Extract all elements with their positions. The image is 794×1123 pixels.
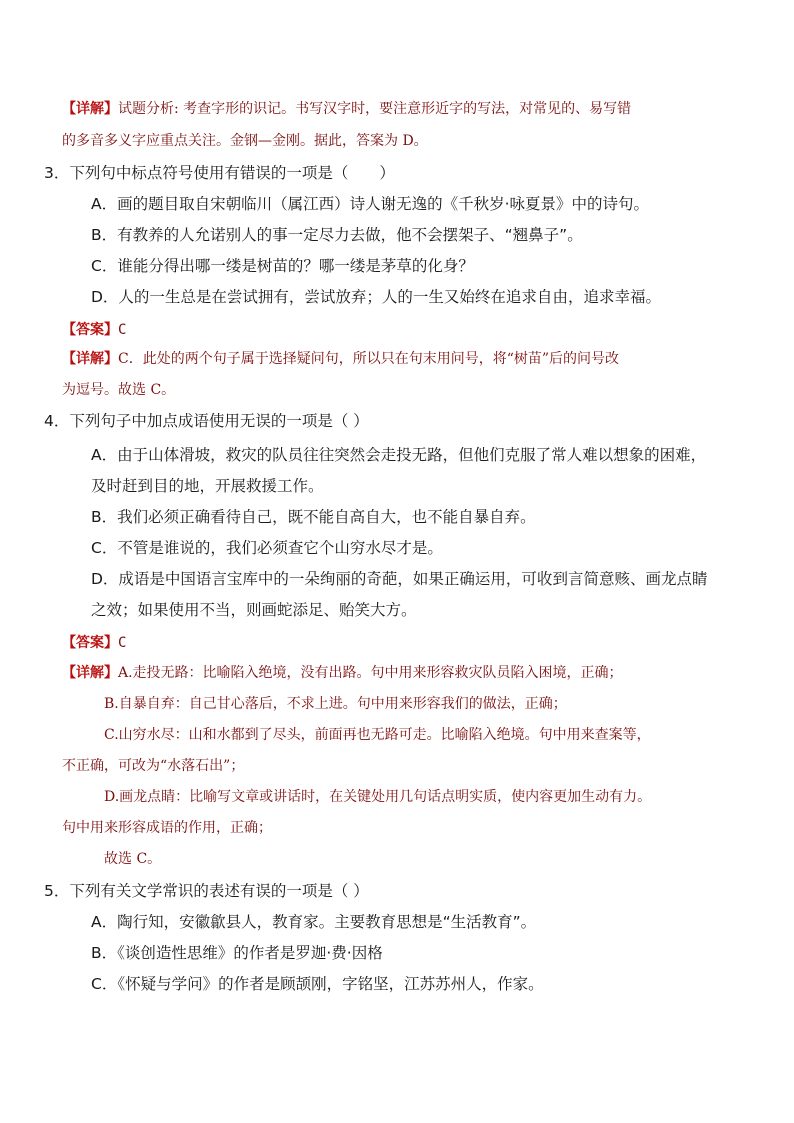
question-4-detail-line-7: 故选 C。 (104, 851, 162, 867)
question-4-detail-line-5: D.画龙点睛：比喻写文章或讲话时，在关键处用几句话点明实质，使内容更加生动有力。 (104, 789, 652, 805)
question-4-option-b: B．我们必须正确看待自己，既不能自高自大，也不能自暴自弃。 (91, 508, 536, 526)
question-4-option-a-cont: 及时赶到目的地，开展救援工作。 (91, 477, 324, 495)
question-3-option-d: D．人的一生总是在尝试拥有，尝试放弃；人的一生又始终在追求自由，追求幸福。 (91, 288, 661, 306)
question-4-detail-line-6: 句中用来形容成语的作用，正确； (62, 820, 272, 836)
q2-detail-line-2: 的多音多义字应重点关注。金钢—金刚。据此，答案为 D。 (62, 133, 428, 149)
question-4-answer (62, 634, 126, 650)
detail-tag: 【详解】 (62, 351, 118, 367)
detail-text: A.走投无路：比喻陷入绝境，没有出路。句中用来形容救灾队员陷入困境，正确； (118, 665, 623, 681)
question-4-stem: 4．下列句子中加点成语使用无误的一项是（ ） (44, 412, 369, 430)
question-3-detail-line-1 (62, 352, 619, 366)
detail-tag: 【详解】 (62, 665, 118, 681)
question-5-option-a: A．陶行知，安徽歙县人，教育家。主要教育思想是“生活教育”。 (91, 913, 537, 931)
answer-tag: 【答案】 (62, 635, 118, 651)
answer-value: C (118, 635, 127, 651)
question-3-option-c: C．谁能分得出哪一缕是树苗的？哪一缕是茅草的化身？ (91, 257, 474, 275)
question-4-option-d: D．成语是中国语言宝库中的一朵绚丽的奇葩，如果正确运用，可收到言简意赅、画龙点睛 (91, 570, 708, 588)
question-3-stem: 3．下列句中标点符号使用有错误的一项是（ ） (44, 164, 395, 182)
question-5-option-c: C．《怀疑与学问》的作者是顾颉刚，字铭坚，江苏苏州人，作家。 (91, 975, 544, 993)
question-5-option-b: B．《谈创造性思维》的作者是罗迦·费·因格 (91, 944, 383, 962)
question-3-detail-line-2: 为逗号。故选 C。 (62, 382, 176, 398)
question-4-option-c: C．不管是谁说的，我们必须查它个山穷水尽才是。 (91, 539, 443, 557)
question-3-option-b: B．有教养的人允诺别人的事一定尽力去做，他不会摆架子、“翘鼻子”。 (91, 226, 583, 244)
question-4-detail-line-4: 不正确，可改为“水落石出”； (62, 758, 245, 774)
question-4-detail-line-1 (62, 666, 623, 680)
question-4-option-d-cont: 之效；如果使用不当，则画蛇添足、贻笑大方。 (91, 601, 417, 619)
question-4-detail-line-2: B.自暴自弃：自己甘心落后，不求上进。句中用来形容我们的做法，正确； (104, 696, 567, 712)
detail-text: C．此处的两个句子属于选择疑问句，所以只在句末用问号，将“树苗”后的问号改 (118, 351, 620, 367)
q2-detail-line-1 (62, 102, 631, 116)
detail-tag: 【详解】 (62, 101, 118, 117)
question-4-detail-line-3: C.山穷水尽：山和水都到了尽头，前面再也无路可走。比喻陷入绝境。句中用来查案等， (104, 727, 651, 743)
question-3-option-a: A．画的题目取自宋朝临川（属江西）诗人谢无逸的《千秋岁·咏夏景》中的诗句。 (91, 195, 650, 213)
detail-text: 试题分析: 考查字形的识记。书写汉字时，要注意形近字的写法，对常见的、易写错 (118, 101, 632, 117)
answer-value: C (118, 322, 127, 338)
question-4-option-a: A．由于山体滑坡，救灾的队员往往突然会走投无路，但他们克服了常人难以想象的困难， (91, 446, 707, 464)
question-5-stem: 5．下列有关文学常识的表述有误的一项是（ ） (44, 882, 369, 900)
question-3-answer (62, 321, 126, 337)
answer-tag: 【答案】 (62, 322, 118, 338)
